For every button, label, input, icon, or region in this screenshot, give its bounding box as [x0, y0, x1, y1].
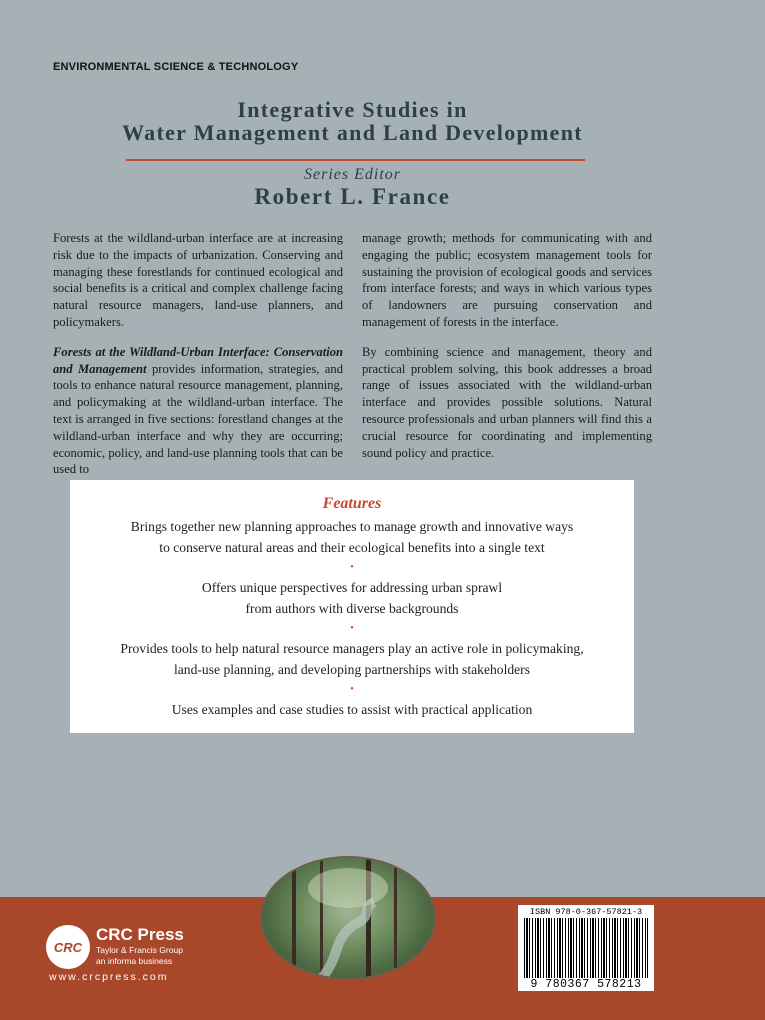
description-left-column: [53, 230, 343, 491]
feature-line: Provides tools to help natural resource managers play an active role in policymaking,: [120, 641, 584, 656]
feature-item: [92, 516, 612, 558]
description-paragraph-3: manage growth; methods for communicating with and engaging the public; ecosystem management tools for sustaining the provision of ecological goods and services from interface forests; and ways in which various types of landowners are pursuing conservation and management of forests in the interface.: [362, 231, 652, 329]
crc-press-logo: [46, 925, 90, 969]
feature-bullet: •: [350, 562, 354, 573]
description-paragraph-2: [53, 344, 343, 478]
forest-photo-illustration: [262, 858, 434, 978]
series-editor: [100, 166, 605, 210]
description-paragraph-4: By combining science and management, theory and practical problem solving, this book addresses a broad range of issues associated with the wildland-urban interface and provides possible solutions. Natural resource professionals and urban planners will find this a crucial resource for coordinating and implementing sound policy and practice.: [362, 344, 652, 460]
isbn-number: ISBN 978-0-367-57821-3: [529, 907, 643, 917]
description-paragraph-1: Forests at the wildland-urban interface are at increasing risk due to the impacts of urbanization. Conserving and managing these forestlands for continued ecological and social benefits is a critical and complex challenge facing natural resource managers, land-use planners, and policymakers.: [53, 231, 343, 329]
feature-line: Offers unique perspectives for addressing urban sprawl: [201, 580, 503, 595]
description-right-column: [362, 230, 652, 474]
series-editor-name: Robert L. France: [254, 184, 451, 209]
series-title: [100, 98, 605, 144]
publisher-group: Taylor & Francis Group: [96, 945, 183, 955]
book-title: Forests at the Wildland-Urban Interface: Conservation and Management: [53, 344, 343, 376]
feature-line: to conserve natural areas and their ecological benefits into a single text: [159, 540, 545, 555]
publisher-subtitle: [96, 945, 183, 967]
series-editor-label: Series Editor: [304, 166, 401, 183]
publisher-informa: an informa business: [96, 956, 173, 966]
feature-line: Uses examples and case studies to assist with practical application: [171, 702, 533, 717]
feature-item: [92, 577, 612, 619]
barcode-bars: [524, 918, 648, 978]
feature-line: from authors with diverse backgrounds: [245, 601, 459, 616]
series-label: ENVIRONMENTAL SCIENCE & TECHNOLOGY: [53, 61, 299, 73]
feature-bullet: •: [350, 684, 354, 695]
crc-logo-text: CRC: [53, 939, 83, 955]
feature-item: [92, 638, 612, 680]
forest-stream-photo: [262, 858, 434, 978]
series-title-line-2: Water Management and Land Development: [122, 120, 583, 145]
features-box: [70, 480, 634, 733]
features-heading: Features: [322, 495, 382, 512]
isbn-barcode: [518, 905, 654, 991]
feature-bullet: •: [350, 623, 354, 634]
feature-item: [92, 699, 612, 720]
publisher-url: www.crcpress.com: [49, 971, 169, 983]
title-divider: [126, 159, 585, 161]
feature-line: Brings together new planning approaches to manage growth and innovative ways: [130, 519, 574, 534]
series-title-line-1: Integrative Studies in: [237, 97, 468, 122]
barcode-digits: 9 780367 578213: [530, 978, 642, 991]
description-paragraph-2-text: provides information, strategies, and tools to enhance natural resource management, planning, and policymaking at the wildland-urban interface. The text is arranged in five sections: forestland changes at the wildland-urban interface and why they are occurring; economic, policy, and land-use planning tools that can be used to: [53, 361, 343, 477]
feature-line: land-use planning, and developing partnerships with stakeholders: [174, 662, 530, 677]
publisher-name: CRC Press: [96, 925, 184, 944]
